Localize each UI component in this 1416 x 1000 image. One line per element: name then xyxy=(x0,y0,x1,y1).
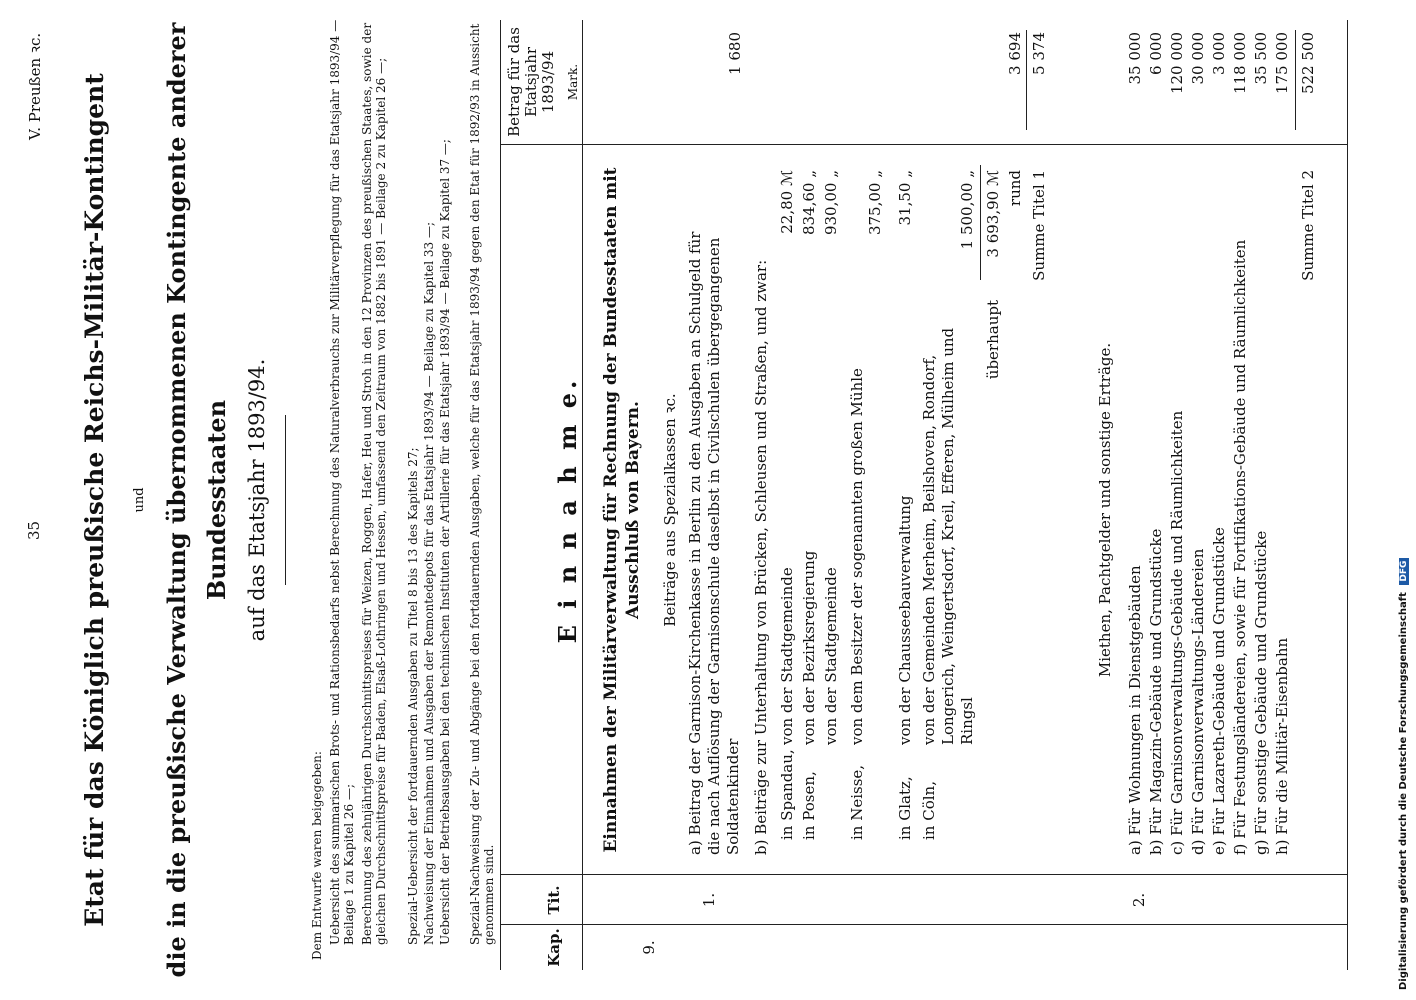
rund-amount: 3 694 xyxy=(1006,32,1024,75)
titel2-row-label: a) Für Wohnungen in Dienstgebäuden xyxy=(1126,565,1144,855)
b-row-amount: 930,00 „ xyxy=(822,170,840,236)
titel2-summe-label: Summe Titel 2 xyxy=(1299,170,1317,281)
note-item: Nachweisung der Einnahmen und Ausgaben der Remontedepots für das Etatsjahr 1893/94 — Beilage zu Kapitel 33 —; xyxy=(422,221,436,945)
b-row-place: in Spandau, xyxy=(778,749,796,840)
titel1-a-text: a) Beitrag der Garnison-Kirchenkasse in Berlin zu den Ausgaben an Schulgeld für die nach Auflösung der Garnisonschule daselbst in Civilschulen übergegangenen Soldatenkinder xyxy=(686,231,742,855)
column-divider xyxy=(500,874,1347,875)
table-header-rule xyxy=(582,20,583,970)
kap-value: 9. xyxy=(640,940,658,955)
titel2-row-label: c) Für Garnisonverwaltungs-Gebäude und Räumlichkeiten xyxy=(1168,410,1186,855)
titel2-row-amount: 35 000 xyxy=(1126,32,1144,85)
title-line-1: Etat für das Königlich preußische Reichs-Militär-Kontingent xyxy=(80,73,109,927)
titel1-summe-label: Summe Titel 1 xyxy=(1030,170,1048,281)
note-item: Spezial-Nachweisung der Zu- und Abgänge bei den fortdauernden Ausgaben, welche für das Etatsjahr 1893/94 gegen den Etat für 1892/93 in Aussicht genommen sind. xyxy=(468,23,496,945)
rund-label: rund xyxy=(1006,170,1024,207)
dfg-logo: DFG xyxy=(1399,558,1409,585)
titel2-row-label: b) Für Magazin-Gebäude und Grundstücke xyxy=(1147,528,1165,855)
titel2-row-label: e) Für Lazareth-Gebäude und Grundstücke xyxy=(1210,527,1228,855)
b-row-amount: 31,50 „ xyxy=(896,170,914,226)
titel2-row-label: g) Für sonstige Gebäude und Grundstücke xyxy=(1252,530,1270,855)
b-row-desc: von der Stadtgemeinde xyxy=(822,567,840,745)
titel1-summe-amount: 5 374 xyxy=(1030,32,1048,75)
b-row-desc: von dem Besitzer der sogenannten großen Mühle xyxy=(848,368,866,745)
titel2-row-amount: 3 000 xyxy=(1210,32,1228,75)
notes-intro: Dem Entwurfe waren beigegeben: xyxy=(310,751,324,960)
title-rule xyxy=(285,415,286,585)
titel2-number: 2. xyxy=(1130,892,1148,908)
subtotal-rule xyxy=(980,165,981,280)
b-row-place: in Glatz, xyxy=(896,776,914,840)
title-und: und xyxy=(132,487,147,513)
titel2-row-amount: 30 000 xyxy=(1189,32,1207,85)
note-item: Berechnung des zehnjährigen Durchschnittspreises für Weizen, Roggen, Hafer, Heu und Stroh in den 12 Provinzen des preußischen Staates, sowie der gleichen Durchschnittspreise für Baden, Elsaß-Lothringen und Hessen, umfassend den Zeitraum von 1882 bis 1891 — Beilage 2 zu Kapitel 26 —; xyxy=(360,22,388,945)
table-bottom-rule xyxy=(1347,20,1348,970)
b-row-desc: von der Chausseebauverwaltung xyxy=(896,495,914,745)
header-kap: Kap. xyxy=(545,928,563,967)
titel2-row-amount: 175 000 xyxy=(1273,32,1291,95)
digitization-notice xyxy=(1398,10,1412,990)
header-tit: Tit. xyxy=(545,885,563,915)
header-mark: Mark. xyxy=(566,63,580,101)
titel1-b-text: b) Beiträge zur Unterhaltung von Brücken, Schleusen und Straßen, und zwar: xyxy=(752,259,770,855)
b-row-place: in Posen, xyxy=(800,771,818,840)
titel2-row-label: h) Für die Militär-Eisenbahn xyxy=(1273,637,1291,855)
b-row-desc: von der Gemeinden Merheim, Beilshoven, Rondorf, Longerich, Weingertsdorf, Kreil, Efferen, Mülheim und Ringsl xyxy=(920,327,976,745)
b-row-amount: 1 500,00 „ xyxy=(958,170,976,250)
titel2-summe-amount: 522 500 xyxy=(1299,32,1317,95)
titel1-a-amount: 1 680 xyxy=(726,32,744,75)
title-line-2: die in die preußische Verwaltung übernommenen Kontingente anderer xyxy=(162,22,191,978)
section-heading: V. Preußen ꝛc. xyxy=(26,32,44,140)
b-row-place: in Neisse, xyxy=(848,764,866,840)
note-item: Uebersicht des summarischen Brots- und Rationsbedarfs nebst Berechnung des Naturalverbrauchs zur Militärverpflegung für das Etatsjahr 1893/94 — Beilage 1 zu Kapitel 26 —; xyxy=(328,19,356,945)
table-top-rule xyxy=(500,20,501,970)
note-item: Uebersicht der Betriebsausgaben bei den technischen Instituten der Artillerie für das Etatsjahr 1893/94 — Beilage zu Kapitel 37 —; xyxy=(438,139,452,945)
b-row-amount: 22,80 ℳ xyxy=(778,170,796,234)
titel2-row-amount: 118 000 xyxy=(1231,32,1249,95)
header-betrag: Betrag für das Etatsjahr 1893/94 xyxy=(505,27,557,137)
digitization-text: Digitalisierung gefördert durch die Deutsche Forschungsgemeinschaft xyxy=(1398,592,1409,990)
column-divider xyxy=(500,144,1347,145)
titel2-row-label: d) Für Garnisonverwaltungs-Ländereien xyxy=(1189,548,1207,855)
b-row-desc: von der Stadtgemeinde xyxy=(778,567,796,745)
b-row-amount: 375,00 „ xyxy=(866,170,884,236)
titel2-heading: Miethen, Pachtgelder und sonstige Erträge. xyxy=(1096,342,1114,678)
summe-rule xyxy=(1295,30,1296,130)
summe-rule xyxy=(1026,30,1027,130)
title-line-4: auf das Etatsjahr 1893/94. xyxy=(245,358,269,642)
titel1-number: 1. xyxy=(700,892,718,908)
b-row-place: in Cöln, xyxy=(920,781,938,840)
page-number: 35 xyxy=(25,520,43,540)
title-line-3: Bundesstaaten xyxy=(202,399,231,601)
note-item: Spezial-Uebersicht der fortdauernden Ausgaben zu Titel 8 bis 13 des Kapitels 27; xyxy=(406,447,420,945)
b-row-amount: 834,60 „ xyxy=(800,170,818,236)
column-divider xyxy=(500,924,1347,925)
titel2-row-amount: 6 000 xyxy=(1147,32,1165,75)
titel1-heading: Beiträge aus Spezialkassen ꝛc. xyxy=(661,393,679,627)
b-row-desc: von der Bezirksregierung xyxy=(800,550,818,745)
titel2-row-label: f) Für Festungsländereien, sowie für Fortifikations-Gebäude und Räumlichkeiten xyxy=(1231,239,1249,855)
titel2-row-amount: 120 000 xyxy=(1168,32,1186,95)
header-einnahme: E i n n a h m e. xyxy=(553,376,582,644)
section-title: Einnahmen der Militärverwaltung für Rechnung der Bundesstaaten mit Ausschluß von Bayern. xyxy=(601,167,643,853)
titel2-row-amount: 35 500 xyxy=(1252,32,1270,85)
ueberhaupt-label: überhaupt xyxy=(984,300,1002,380)
ueberhaupt-amount: 3 693,90 ℳ xyxy=(984,170,1002,258)
